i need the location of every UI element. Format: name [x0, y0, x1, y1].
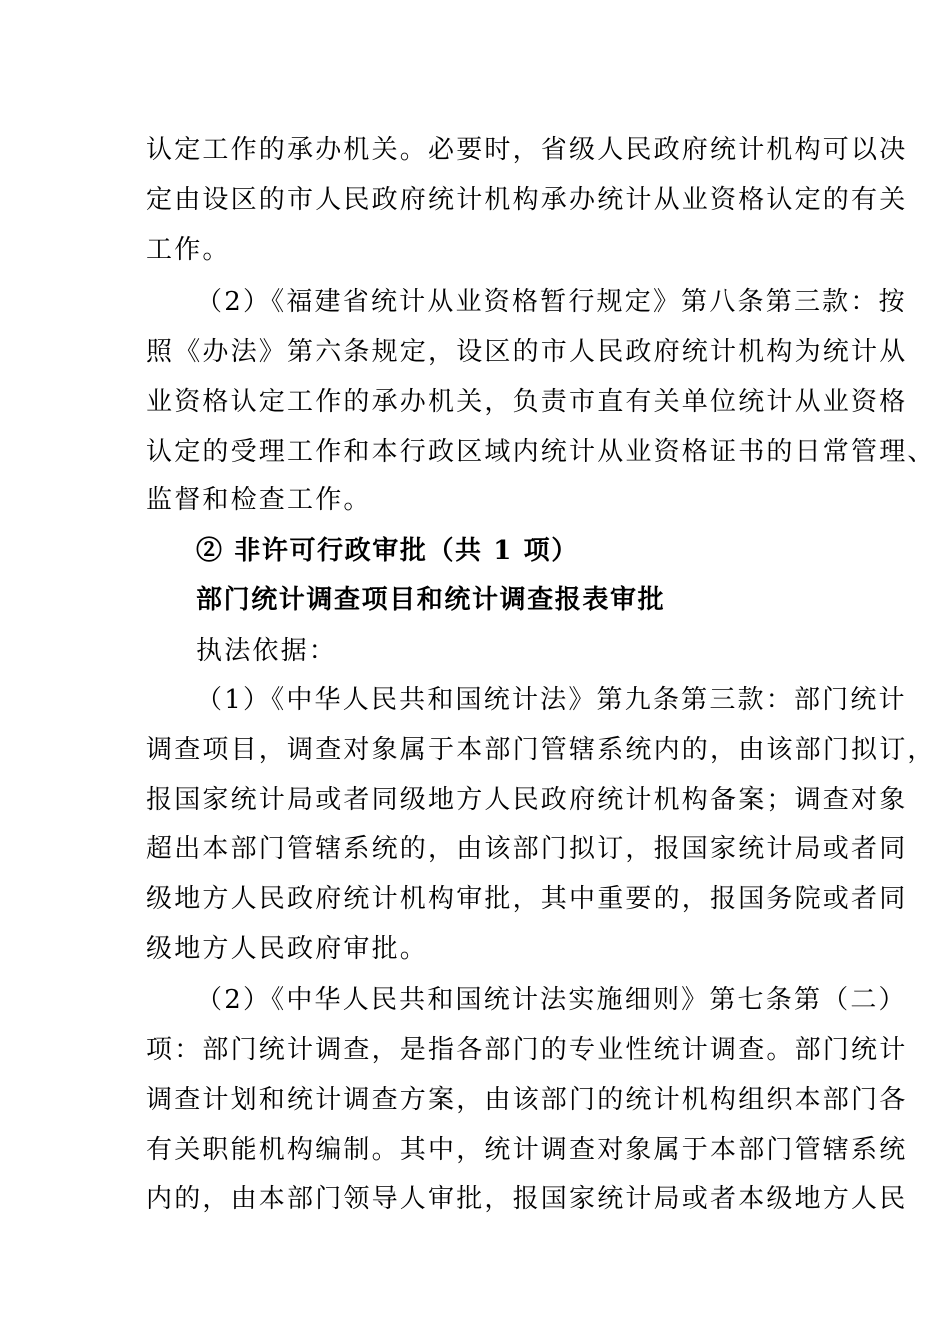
text-line: 认定工作的承办机关。必要时，省级人民政府统计机构可以决 — [146, 135, 908, 165]
item-title: 部门统计调查项目和统计调查报表审批 — [196, 585, 666, 615]
text-line: 调查计划和统计调查方案，由该部门的统计机构组织本部门各 — [146, 1085, 908, 1115]
section-heading: ② 非许可行政审批（共 1 项） — [196, 536, 579, 566]
text-line: 认定的受理工作和本行政区域内统计从业资格证书的日常管理、 — [146, 437, 936, 467]
text-line: 业资格认定工作的承办机关，负责市直有关单位统计从业资格 — [146, 387, 908, 417]
text-line: 调查项目，调查对象属于本部门管辖系统内的，由该部门拟订， — [146, 735, 936, 765]
text-line: （1）《中华人民共和国统计法》第九条第三款：部门统计 — [196, 685, 907, 715]
text-line: 项：部门统计调查，是指各部门的专业性统计调查。部门统计 — [146, 1035, 908, 1065]
text-line: 内的，由本部门领导人审批，报国家统计局或者本级地方人民 — [146, 1184, 908, 1214]
text-line: 监督和检查工作。 — [146, 485, 372, 515]
text-line: （2）《福建省统计从业资格暂行规定》第八条第三款：按 — [196, 287, 907, 317]
text-line: 照《办法》第六条规定，设区的市人民政府统计机构为统计从 — [146, 337, 908, 367]
text-line: （2）《中华人民共和国统计法实施细则》第七条第（二） — [196, 985, 907, 1015]
text-line: 级地方人民政府审批。 — [146, 934, 429, 964]
text-line: 超出本部门管辖系统的，由该部门拟订，报国家统计局或者同 — [146, 834, 908, 864]
text-line: 定由设区的市人民政府统计机构承办统计从业资格认定的有关 — [146, 185, 908, 215]
text-line: 报国家统计局或者同级地方人民政府统计机构备案；调查对象 — [146, 785, 908, 815]
text-line: 级地方人民政府统计机构审批，其中重要的，报国务院或者同 — [146, 884, 908, 914]
text-line: 工作。 — [146, 235, 231, 265]
text-line: 有关职能机构编制。其中，统计调查对象属于本部门管辖系统 — [146, 1135, 908, 1165]
text-line: 执法依据： — [196, 636, 338, 666]
